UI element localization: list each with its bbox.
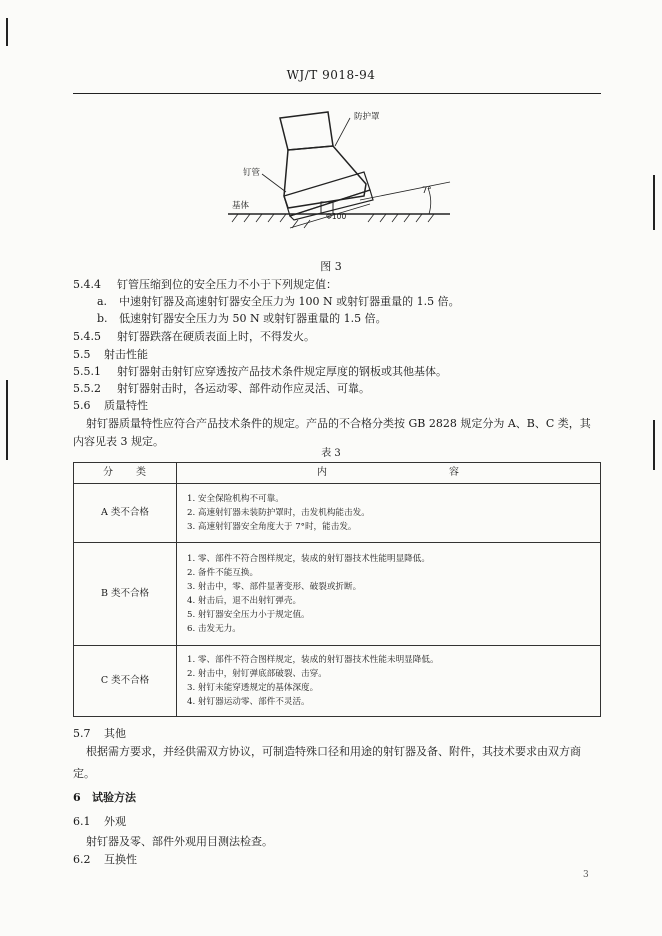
list-item: 1. 安全保险机构不可靠。 [187, 494, 284, 504]
angle-line [360, 182, 450, 200]
section-5-4-4-text: 钉管压缩到位的安全压力不小于下列规定值： [117, 278, 337, 291]
item-b-marker: b. [97, 312, 108, 325]
items-b [177, 543, 601, 646]
scan-edge-mark [6, 18, 8, 46]
section-6-2-title: 互换性 [104, 853, 137, 866]
standard-code: WJ/T 9018-94 [286, 68, 376, 82]
section-5-6-paragraph-line-2: 内容见表 3 规定。 [73, 435, 164, 448]
label-shield: 防护罩 [354, 112, 380, 122]
section-6-number: 6 [73, 791, 81, 804]
section-5-5-1-number: 5.5.1 [73, 365, 101, 378]
list-item: 1. 零、部件不符合图样规定，装成的射钉器技术性能未明显降低。 [187, 655, 439, 665]
label-diameter: Φ100 [326, 212, 347, 221]
section-5-6-paragraph-line-1: 射钉器质量特性应符合产品技术条件的规定。产品的不合格分类按 GB 2828 规定分为 A、B、C 类，其 [86, 417, 591, 430]
section-6-title: 试验方法 [92, 791, 136, 804]
list-item: 4. 射击后，退不出射钉弹壳。 [187, 596, 302, 606]
label-nail-tube: 钉管 [243, 168, 261, 178]
section-6-1-number: 6.1 [73, 815, 91, 828]
list-item: 2. 射击中，射钉弹底部破裂、击穿。 [187, 669, 327, 679]
page-number: 3 [583, 870, 589, 880]
table-3 [73, 462, 601, 717]
category-c: C 类不合格 [74, 646, 177, 717]
items-a [177, 484, 601, 543]
section-5-7-title: 其他 [104, 727, 126, 740]
section-5-4-5-text: 射钉器跌落在硬质表面上时，不得发火。 [117, 330, 315, 343]
section-5-6-title: 质量特性 [104, 399, 148, 412]
items-c [177, 646, 601, 717]
section-5-4-5-number: 5.4.5 [73, 330, 101, 343]
section-5-4-4-number: 5.4.4 [73, 278, 101, 291]
scan-edge-mark [653, 420, 655, 470]
list-item: 5. 射钉器安全压力小于规定值。 [187, 610, 310, 620]
category-a: A 类不合格 [74, 484, 177, 543]
label-base: 基体 [232, 201, 250, 211]
category-b: B 类不合格 [74, 543, 177, 646]
header-content: 内 容 [177, 463, 601, 484]
shield-body [284, 146, 366, 208]
list-item: 3. 射钉未能穿透规定的基体深度。 [187, 683, 319, 693]
section-6-2-number: 6.2 [73, 853, 91, 866]
header-category: 分 类 [74, 463, 177, 484]
figure-caption: 图 3 [320, 260, 342, 273]
item-a-text: 中速射钉器及高速射钉器安全压力为 100 N 或射钉器重量的 1.5 倍。 [119, 295, 460, 308]
scan-edge-mark [653, 175, 655, 230]
section-5-7-number: 5.7 [73, 727, 91, 740]
section-5-5-title: 射击性能 [104, 348, 148, 361]
section-6-1-paragraph: 射钉器及零、部件外观用目测法检查。 [86, 835, 273, 848]
section-5-7-paragraph-line-1: 根据需方要求，并经供需双方协议，可制造特殊口径和用途的射钉器及备、附件，其技术要求由双方商 [86, 745, 581, 758]
list-item: 3. 高速射钉器安全角度大于 7°时，能击发。 [187, 522, 357, 532]
section-5-7-paragraph-line-2: 定。 [73, 767, 95, 780]
table-row-b [74, 543, 601, 646]
item-b-text: 低速射钉器安全压力为 50 N 或射钉器重量的 1.5 倍。 [119, 312, 387, 325]
list-item: 2. 高速射钉器未装防护罩时，击发机构能击发。 [187, 508, 370, 518]
section-5-5-2-number: 5.5.2 [73, 382, 101, 395]
upper-tube [280, 112, 333, 150]
table-row-c [74, 646, 601, 717]
table-row-a [74, 484, 601, 543]
table-header-row [74, 463, 601, 484]
list-item: 2. 备件不能互换。 [187, 568, 259, 578]
section-5-5-2-text: 射钉器射击时，各运动零、部件动作应灵活、可靠。 [117, 382, 370, 395]
list-item: 6. 击发无力。 [187, 624, 241, 634]
section-5-5-number: 5.5 [73, 348, 91, 361]
table-3-title: 表 3 [321, 448, 341, 459]
section-5-5-1-text: 射钉器射击射钉应穿透按产品技术条件规定厚度的钢板或其他基体。 [117, 365, 447, 378]
list-item: 3. 射击中，零、部件显著变形、破裂或折断。 [187, 582, 362, 592]
section-6-1-title: 外观 [104, 815, 126, 828]
item-a-marker: a. [97, 295, 108, 308]
list-item: 1. 零、部件不符合图样规定，装成的射钉器技术性能明显降低。 [187, 554, 430, 564]
section-5-6-number: 5.6 [73, 399, 91, 412]
label-angle: 7° [422, 186, 432, 196]
list-item: 4. 射钉器运动零、部件不灵活。 [187, 697, 310, 707]
header-rule [73, 93, 601, 94]
